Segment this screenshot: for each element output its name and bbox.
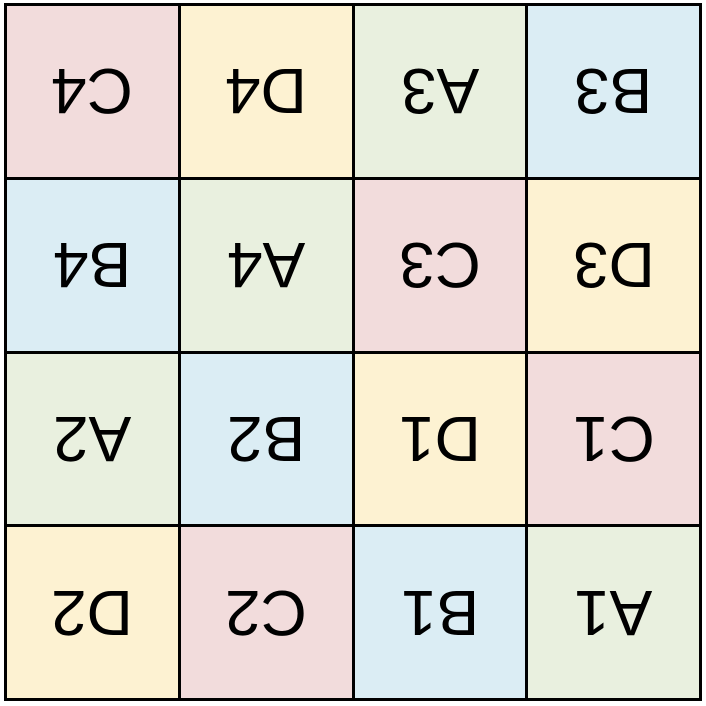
tile-label: C3 xyxy=(398,229,481,302)
tile-label: D2 xyxy=(51,576,134,649)
tile-r1-c1 xyxy=(7,6,178,177)
tile-r2-c4 xyxy=(528,180,699,351)
tile-label: A3 xyxy=(400,55,480,128)
tile-r3-c1 xyxy=(7,354,178,525)
tile-label: B3 xyxy=(574,55,653,128)
tile-r3-c3 xyxy=(355,354,526,525)
tile-label: C1 xyxy=(572,402,655,475)
tile-label: A1 xyxy=(574,576,653,649)
tile-r1-c3 xyxy=(355,6,526,177)
tile-label: A4 xyxy=(226,229,306,302)
tile-r1-c4 xyxy=(528,6,699,177)
tile-label: B4 xyxy=(53,229,132,302)
tile-r2-c1 xyxy=(7,180,178,351)
tile-r4-c3 xyxy=(355,527,526,698)
tile-label: B1 xyxy=(400,576,480,649)
tile-label: D3 xyxy=(572,229,655,302)
tile-label: D4 xyxy=(225,55,308,128)
tile-label: A2 xyxy=(53,402,132,475)
tile-label: B2 xyxy=(226,402,306,475)
tile-r2-c2 xyxy=(181,180,352,351)
tile-label: D1 xyxy=(398,402,481,475)
tile-r4-c1 xyxy=(7,527,178,698)
tile-grid xyxy=(4,3,702,701)
tile-r2-c3 xyxy=(355,180,526,351)
tile-label: C2 xyxy=(225,576,308,649)
tile-r1-c2 xyxy=(181,6,352,177)
tile-label: C4 xyxy=(51,55,134,128)
tile-r4-c2 xyxy=(181,527,352,698)
tile-r3-c2 xyxy=(181,354,352,525)
tile-r4-c4 xyxy=(528,527,699,698)
tile-r3-c4 xyxy=(528,354,699,525)
